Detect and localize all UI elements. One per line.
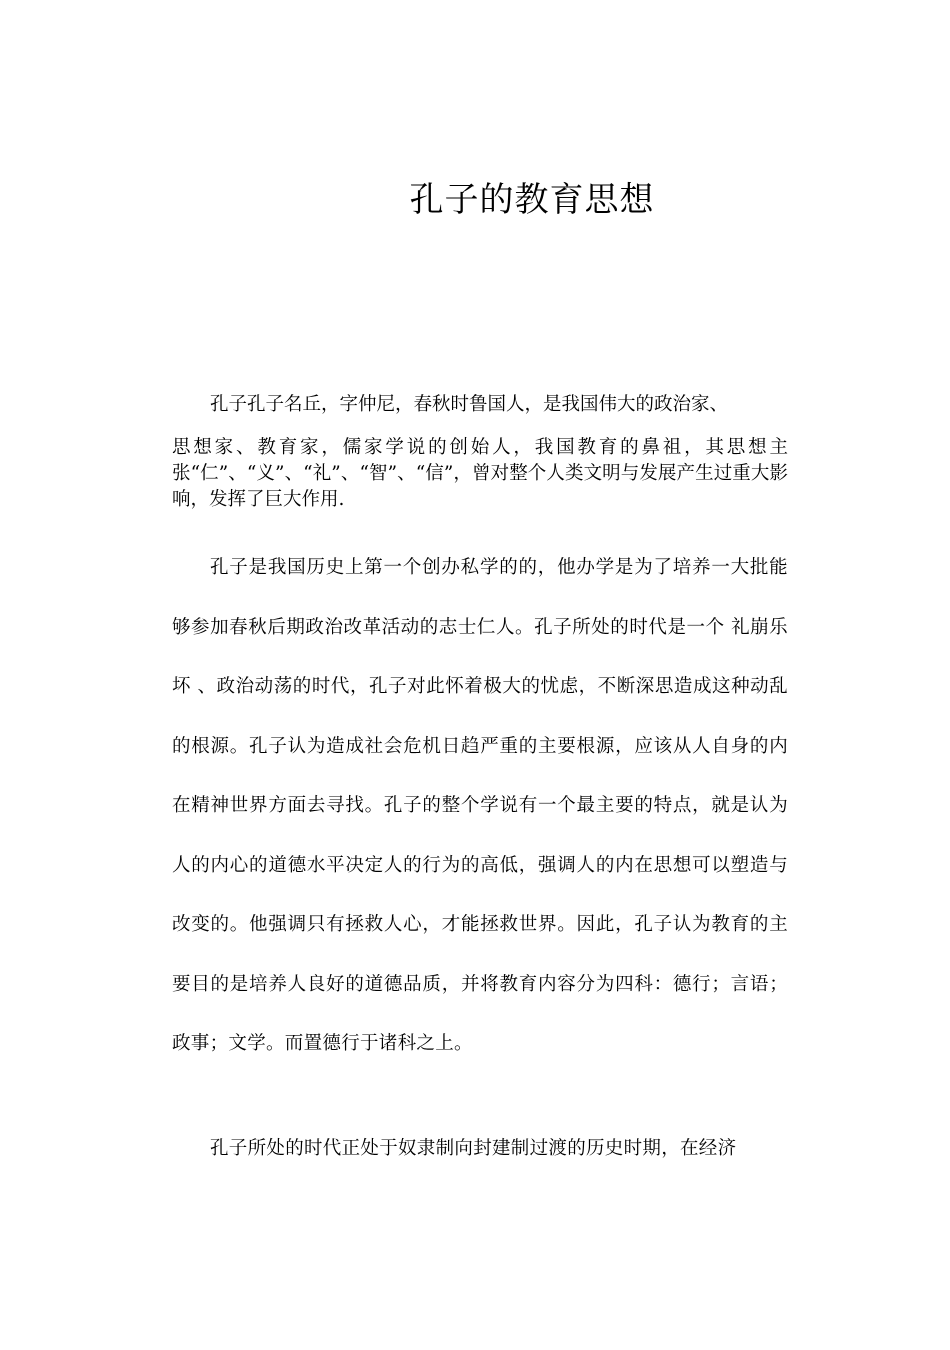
paragraph-intro-first-line [172, 392, 788, 435]
paragraph-historical-period: 孔子所处的时代正处于奴隶制向封建制过渡的历史时期，在经济 [210, 1138, 737, 1159]
paragraph-private-school: 孔子是我国历史上第一个创办私学的的，他办学是为了培养一大批能够参加春秋后期政治改革活动的志士仁人。孔子所处的时代是一个 礼崩乐坏 、政治动荡的时代，孔子对此怀着极大的忧虑，不断深思造成这种动乱的根源。孔子认为造成社会危机日趋严重的主要根源，应该从人自身的内在精神世界方面去寻找。孔子的整个学说有一个最主要的特点，就是认为人的内心的道德水平决定人的行为的高低，强调人的内在思想可以塑造与改变的。他强调只有拯救人心，才能拯救世界。因此，孔子认为教育的主要目的是培养人良好的道德品质，并将教育内容分为四科：德行；言语；政事；文学。而置德行于诸科之上。 [172, 557, 788, 1054]
paragraph-intro-line1: 孔子名丘，字仲尼，春秋时鲁国人，是我国伟大的政治家、 [247, 394, 729, 415]
paragraph-intro [172, 392, 788, 513]
paragraph-intro-lead: 孔子 [210, 394, 248, 415]
document-title: 孔子的教育思想 [409, 180, 655, 220]
paragraph-intro-rest: 思想家、教育家，儒家学说的创始人，我国教育的鼻祖，其思想主张“仁”、“义”、“礼”、“智”、“信”，曾对整个人类文明与发展产生过重大影响，发挥了巨大作用. [172, 437, 788, 510]
